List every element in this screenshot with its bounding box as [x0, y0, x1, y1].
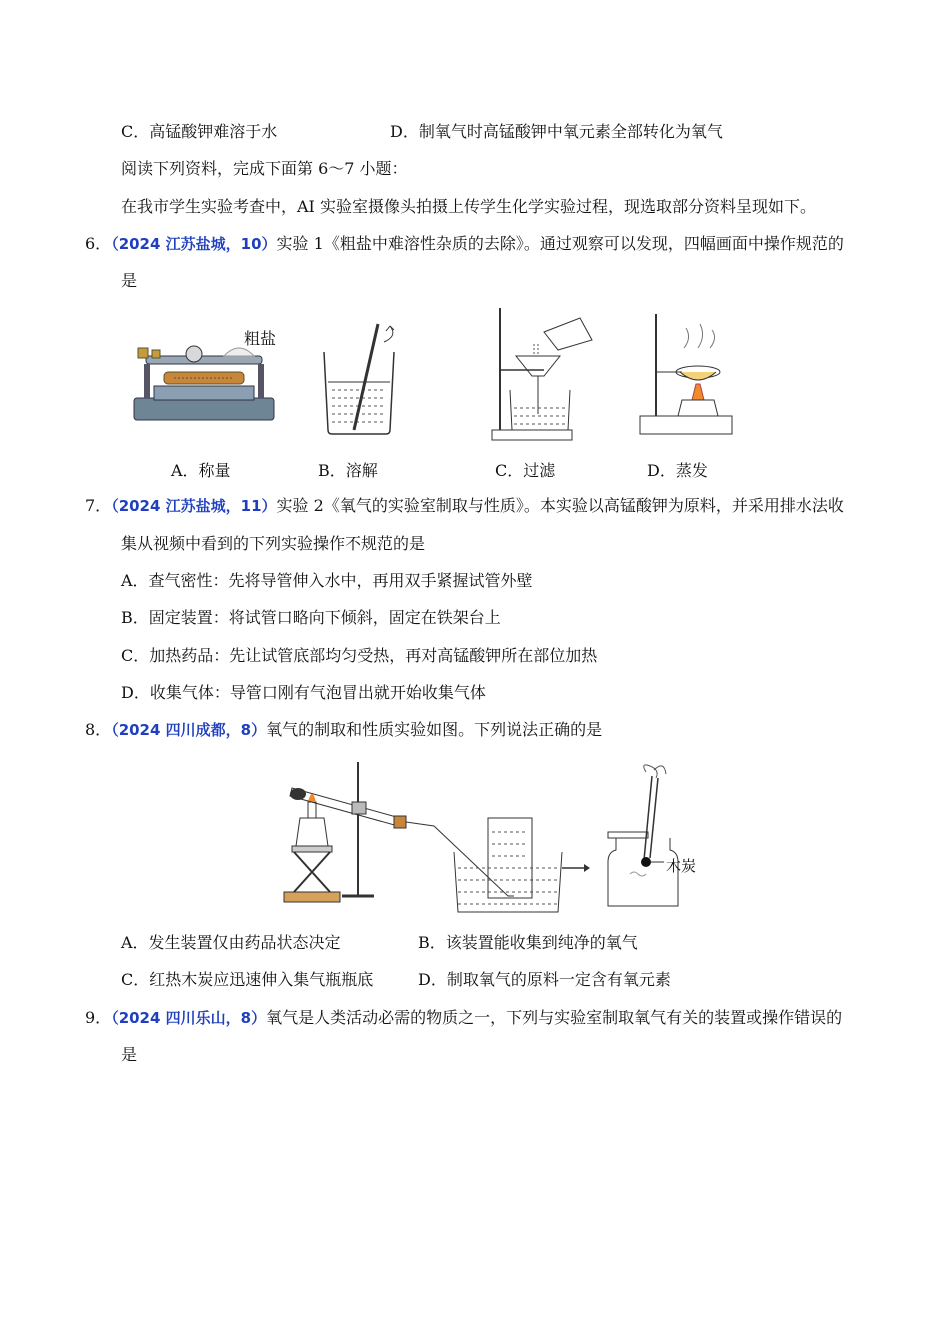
question-6-line-2: 是: [121, 271, 138, 290]
q7-option-d: D．收集气体：导管口刚有气泡冒出就开始收集气体: [121, 683, 486, 702]
arrow-icon: [562, 862, 590, 874]
question-9-line-1: [85, 1007, 842, 1029]
question-number: 6．: [85, 234, 112, 253]
question-9-line-2: 是: [121, 1045, 138, 1064]
question-number: 7．: [85, 496, 112, 515]
charcoal-bottle-figure: [604, 762, 684, 912]
q6-option-b: B．溶解: [318, 461, 378, 480]
question-number: 8．: [85, 720, 112, 739]
question-stem: 实验 2《氧气的实验室制取与性质》。本实验以高锰酸钾为原料，并采用排水法收: [276, 496, 844, 515]
q8-option-d: D．制取氧气的原料一定含有氧元素: [418, 970, 671, 989]
question-source: （2024 四川乐山，8）: [111, 1009, 267, 1027]
question-8-line-1: [85, 719, 602, 741]
q7-option-a: A．查气密性：先将导管伸入水中，再用双手紧握试管外壁: [121, 571, 533, 590]
q8-option-b: B．该装置能收集到纯净的氧气: [418, 933, 638, 952]
q6-option-d: D．蒸发: [647, 461, 708, 480]
question-stem: 实验 1《粗盐中难溶性杂质的去除》。通过观察可以发现，四幅画面中操作规范的: [276, 234, 844, 253]
question-source: （2024 江苏盐城，10）: [111, 235, 277, 253]
intro-line-1: 阅读下列资料，完成下面第 6～7 小题：: [121, 159, 408, 178]
question-stem: 氧气的制取和性质实验如图。下列说法正确的是: [266, 720, 603, 739]
q8-option-a: A．发生装置仅由药品状态决定: [121, 933, 341, 952]
beaker-stirring-figure: [316, 318, 406, 438]
question-7-line-1: [85, 495, 844, 517]
question-number: 9．: [85, 1008, 112, 1027]
charcoal-label: 木炭: [666, 857, 697, 875]
evaporation-figure: [636, 310, 736, 440]
coarse-salt-label: 粗盐: [244, 329, 277, 348]
q6-option-a: A．称量: [171, 461, 231, 480]
question-stem: 氧气是人类活动必需的物质之一，下列与实验室制取氧气有关的装置或操作错误的: [266, 1008, 843, 1027]
question-source: （2024 四川成都，8）: [111, 721, 267, 739]
oxygen-apparatus-figure: [278, 756, 578, 916]
question-source: （2024 江苏盐城，11）: [111, 497, 277, 515]
intro-line-2: 在我市学生实验考查中，AI 实验室摄像头拍摄上传学生化学实验过程，现选取部分资料呈现如下。: [121, 197, 816, 216]
q5-option-d: D．制氧气时高锰酸钾中氧元素全部转化为氧气: [390, 122, 723, 141]
q7-option-b: B．固定装置：将试管口略向下倾斜，固定在铁架台上: [121, 608, 501, 627]
question-7-line-2: 集从视频中看到的下列实验操作不规范的是: [121, 534, 426, 553]
q7-option-c: C．加热药品：先让试管底部均匀受热，再对高锰酸钾所在部位加热: [121, 646, 598, 665]
q6-option-c: C．过滤: [495, 461, 556, 480]
question-6-line-1: [85, 233, 844, 255]
filtration-figure: [488, 304, 598, 444]
q5-option-c: C．高锰酸钾难溶于水: [121, 122, 278, 141]
q8-option-c: C．红热木炭应迅速伸入集气瓶瓶底: [121, 970, 374, 989]
